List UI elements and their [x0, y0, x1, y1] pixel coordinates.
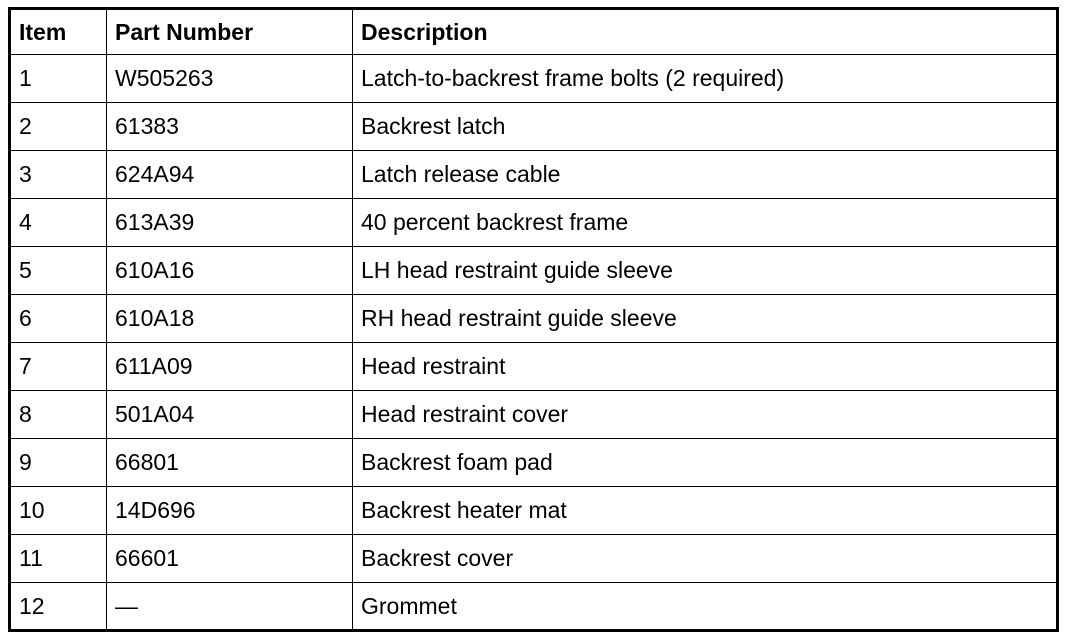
cell-item: 12	[10, 583, 107, 631]
cell-part-number: W505263	[107, 55, 353, 103]
cell-part-number: 610A16	[107, 247, 353, 295]
cell-item: 3	[10, 151, 107, 199]
table-row	[10, 391, 1058, 439]
cell-description: Backrest latch	[353, 103, 1058, 151]
cell-item: 5	[10, 247, 107, 295]
cell-part-number: 61383	[107, 103, 353, 151]
table-row	[10, 439, 1058, 487]
cell-part-number: 501A04	[107, 391, 353, 439]
cell-description: Grommet	[353, 583, 1058, 631]
cell-description: Head restraint cover	[353, 391, 1058, 439]
table-row	[10, 151, 1058, 199]
cell-description: Latch release cable	[353, 151, 1058, 199]
parts-table	[8, 7, 1059, 632]
cell-description: RH head restraint guide sleeve	[353, 295, 1058, 343]
table-row	[10, 295, 1058, 343]
cell-part-number: 613A39	[107, 199, 353, 247]
table-row	[10, 343, 1058, 391]
cell-description: LH head restraint guide sleeve	[353, 247, 1058, 295]
cell-part-number: —	[107, 583, 353, 631]
cell-item: 6	[10, 295, 107, 343]
cell-part-number: 611A09	[107, 343, 353, 391]
cell-description: Latch-to-backrest frame bolts (2 required)	[353, 55, 1058, 103]
table-row	[10, 247, 1058, 295]
cell-description: 40 percent backrest frame	[353, 199, 1058, 247]
cell-part-number: 14D696	[107, 487, 353, 535]
cell-item: 8	[10, 391, 107, 439]
cell-part-number: 610A18	[107, 295, 353, 343]
table-row	[10, 583, 1058, 631]
cell-description: Head restraint	[353, 343, 1058, 391]
table-body	[10, 55, 1058, 631]
cell-item: 2	[10, 103, 107, 151]
header-description: Description	[353, 9, 1058, 55]
table-row	[10, 199, 1058, 247]
cell-item: 9	[10, 439, 107, 487]
cell-description: Backrest heater mat	[353, 487, 1058, 535]
table-row	[10, 487, 1058, 535]
cell-item: 11	[10, 535, 107, 583]
cell-item: 4	[10, 199, 107, 247]
table-row	[10, 535, 1058, 583]
header-item: Item	[10, 9, 107, 55]
cell-item: 7	[10, 343, 107, 391]
table-header-row	[10, 9, 1058, 55]
cell-part-number: 66801	[107, 439, 353, 487]
cell-item: 1	[10, 55, 107, 103]
header-part-number: Part Number	[107, 9, 353, 55]
cell-part-number: 66601	[107, 535, 353, 583]
cell-item: 10	[10, 487, 107, 535]
cell-part-number: 624A94	[107, 151, 353, 199]
cell-description: Backrest foam pad	[353, 439, 1058, 487]
cell-description: Backrest cover	[353, 535, 1058, 583]
table-row	[10, 55, 1058, 103]
table-row	[10, 103, 1058, 151]
